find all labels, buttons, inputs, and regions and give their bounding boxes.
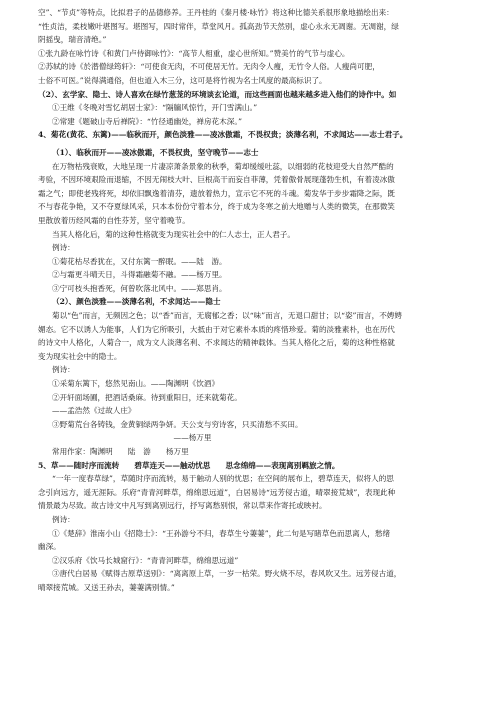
text-line: 念引向远方，遥无涯际。乐府“青青河畔草，绵绵思远道”，白居易诗“远芳侵古道，晴翠接荒城”，表现此种 [38,487,396,497]
text-line: ②开轩面场圃，把酒话桑麻。待到重阳日，还来就菊花。 [52,392,242,402]
text-line: 晴翠接荒城。又送王孙去，萋萋满别情。” [38,582,175,592]
text-line: 变为现实社会中的隐士。 [38,351,122,361]
section-heading-line: （1）、临秋而开——凌冰傲霜，不畏权贵，坚守晚节——志士 [52,147,259,157]
text-line: ①《楚辞》淮南小山《招隐士》：“王孙游兮不归，春草生兮萋萋”，此二句是写睹草色而思离人，愁绪 [52,528,391,538]
text-line: ①张九龄在咏竹诗《和黄门卢侍御咏竹》：“高节人相重，虚心世所知。”赞美竹的气节与虚心。 [38,48,350,58]
text-line: ③宁可枝头抱香死，何曾吹落北风中。——郑思肖。 [52,283,227,293]
text-line: ③唐代白居易《赋得古原草送别》：“离离原上草，一岁一枯荣。野火烧不尽，春风吹又生。远芳侵古道， [52,569,402,579]
text-line: ②与霜更斗晴天日，斗得霜融菊不融。——杨万里。 [52,270,227,280]
text-line: 在万物枯残衰败，大地呈现一片凄凉萧条景象的秋季，菊却缓缓吐蕊，以细弱的花枝迎受大自然严酷的 [52,161,394,171]
text-line: ①菊花枯尽香犹在，又付东篱一醉眠。——陆 游。 [52,256,227,266]
text-line: 情景最为尽致。故古诗文中凡写到离别远行，抒写离愁别恨，常以草来作寄托或映衬。 [38,501,327,511]
text-line: ——孟浩然《过故人庄》 [52,406,136,416]
text-line: ③野菊荒台各铸钱，金黄铜绿两争妍。天公支与穷诗客，只买清愁不买田。 [52,419,303,429]
text-line: 幽深。 [38,542,61,552]
text-line: ——杨万里 [52,433,212,443]
section-heading-line: 4、菊花(黄花、东篱)——临秋而开，颜色淡雅——凌冰傲霜，不畏权贵；淡薄名利，不求闻达——志士君子。 [38,130,408,140]
text-line: ①王维《冬晚对雪忆胡居士家》：“隔牖风惊竹，开门雪满山。” [52,103,258,113]
text-line: ②苏轼的诗《於潜僧绿筠轩》：“可使食无肉，不可使居无竹。无肉令人瘦，无竹令人俗。人瘦尚可肥， [38,62,380,72]
section-heading-line: （2）、玄学家、隐士、诗人喜欢在绿竹葱茏的环境谈玄论道，而这些画面也越来越多进入他们的诗作中。如 [38,89,397,99]
text-line: “性贞洁，柔枝嫩叶堪图写。堪图写，四时常伴，草堂风月。孤高劲节天然别，虚心永永无凋谢。无凋谢，绿 [38,21,399,31]
text-line: 阴摇曳，瑞音清绝。” [38,35,107,45]
text-line: 媚态。它不以诱人为能事，人们为它所吸引，大抵由于对它素朴本质的疼惜珍爱。菊的淡雅素朴，也在历代 [38,324,395,334]
text-line: 例诗： [52,243,75,253]
section-heading-line: 5、草——随时序而流转 碧草连天——触动忧思 思念绵绵——表现离别羁旅之情。 [38,460,340,470]
text-line: ②汉乐府《饮马长城窟行》：“青青河畔草，绵绵思远道” [52,555,239,565]
text-line: ②常建《题破山寺后禅院》：“竹径通幽处，禅房花木深。” [52,116,243,126]
text-line: 霜之气；即使老残将死，却依旧飘逸着清芬，遗放着热力，宣示它不死的斗魂。菊发华于步步霜降之际，既 [38,188,395,198]
text-line: 例诗： [52,514,75,524]
text-line: 例诗： [52,365,75,375]
text-line: 的诗文中人格化，人菊合一，成为文人淡薄名利、不求闻达的精神载体。当其人格化之后，菊的这种性格就 [38,338,395,348]
text-line: 当其人格化后，菊的这种性格就变为现实社会中的仁人志士，正人君子。 [52,229,295,239]
text-line: 士俗不可医。”说得满通俗，但也道入木三分，这可是将竹视为名士风度的最高标识了。 [38,75,327,85]
text-line: 不与春花争艳，又不夺夏绿风采，只本本份份守着本分，终于成为冬寒之前大地赠与人类的微笑，在那微笑 [38,202,395,212]
text-line: 常用作家：陶渊明 陆 游 杨万里 [52,447,189,456]
text-line: 考验，不因环境艰险而退缩，不因无闹枝大叶、巨根高干而妄自菲薄，凭着傲骨展现蓬勃生机，有着凌冰傲 [38,175,395,185]
text-line: ①采菊东篱下，悠然见南山。——陶渊明《饮酒》 [52,379,220,389]
text-line: 里散放着历经风霜的自性芬芳，坚守着晚节。 [38,215,190,225]
text-line: 空”、“节贞”等特点，比拟君子的品德修养。王丹桂的《秦月楼·咏竹》将这种比德关系很形象地描绘出来： [38,8,394,17]
text-line: 菊以“色”而言，无频因之色；以“香”而言，无腐郁之香；以“味”而言，无退口甜甘；以“姿”而言，不娉娉 [52,311,402,321]
section-heading-line: （2）、颜色淡雅——淡薄名利，不求闻达——隐士 [52,297,221,307]
text-line: “一年一度春草绿”，草随时序而流转，易于触动人别的忧思；在空间的展布上，碧草连天，似将人的思 [52,474,394,484]
